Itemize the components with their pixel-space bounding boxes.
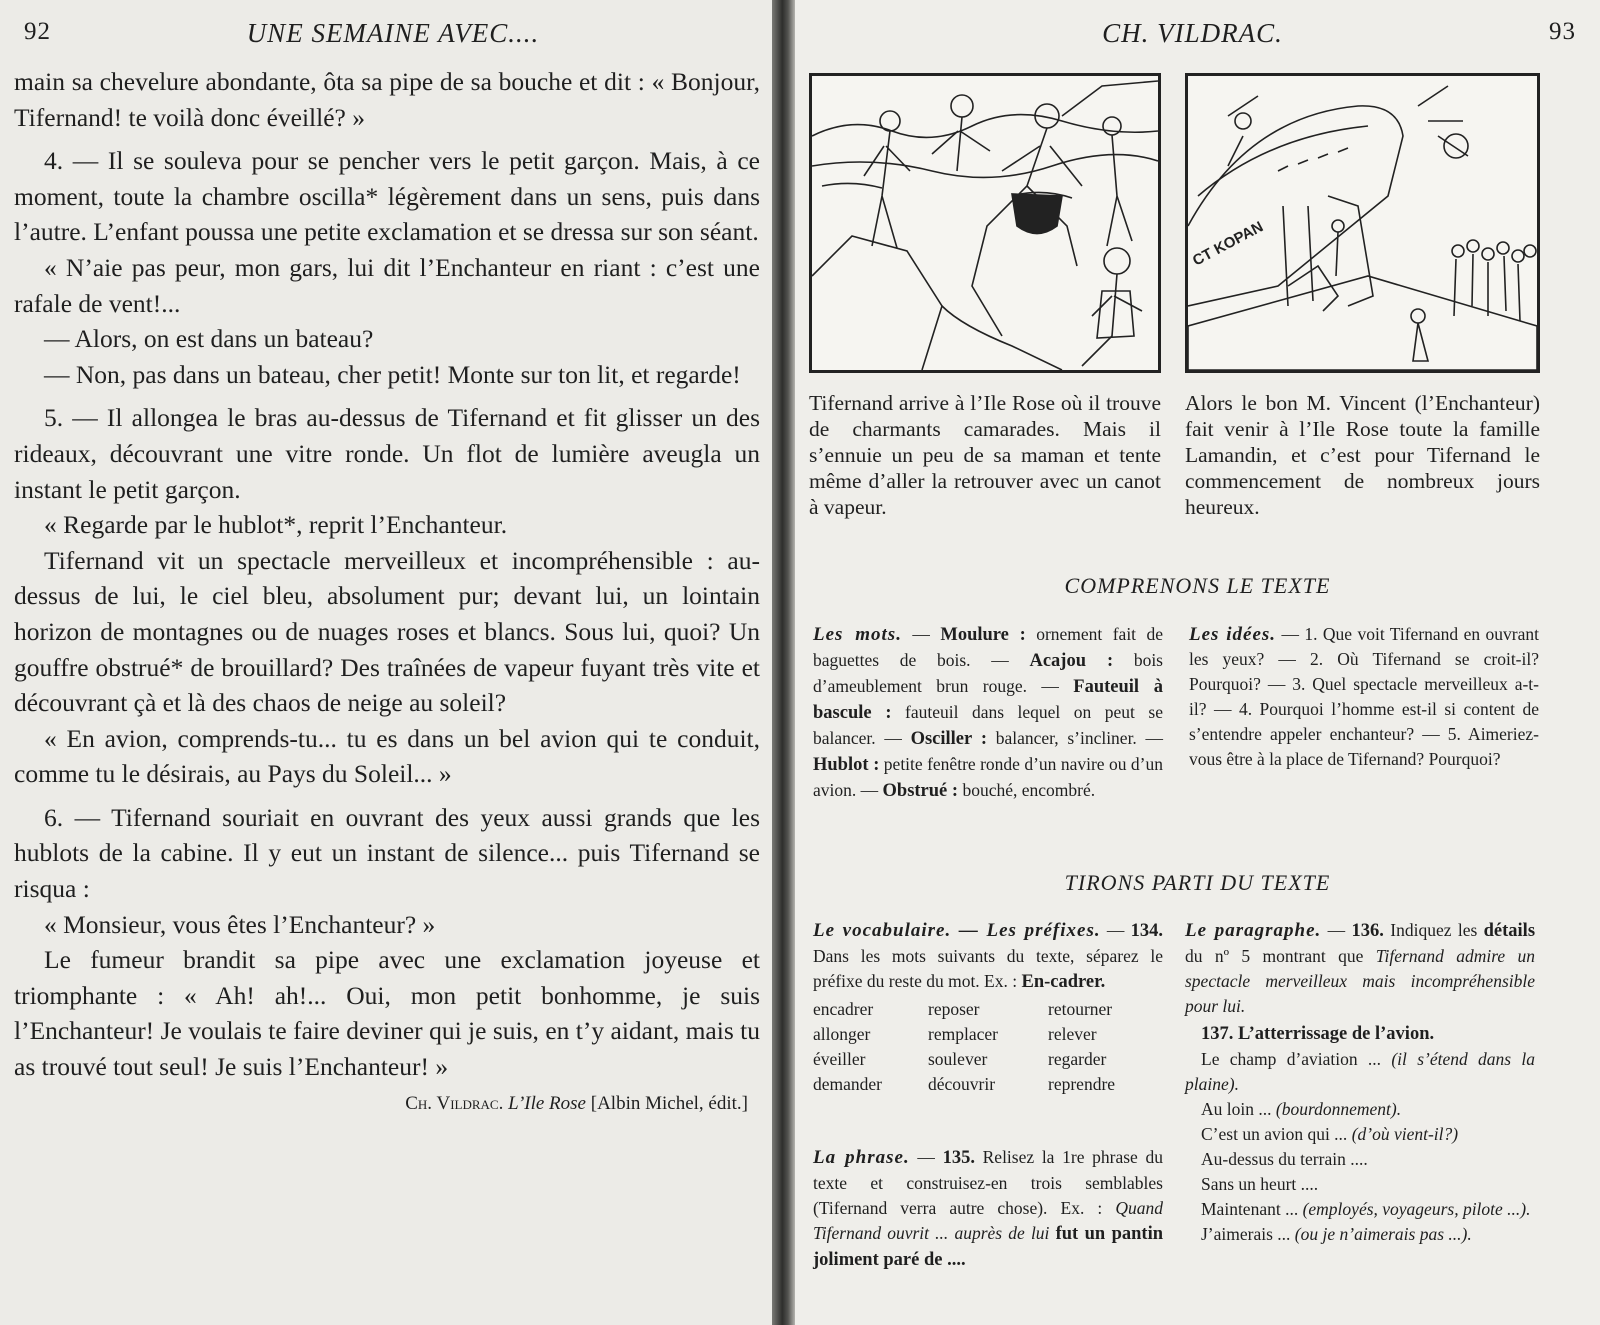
left-header [14, 12, 772, 64]
comprehension-questions [1189, 622, 1539, 772]
definition: bois d’ameublement brun rouge. [813, 650, 1163, 696]
citation-author: Ch. Vildrac. [405, 1092, 504, 1114]
exercise-example-end: fut un pantin joliment paré de .... [813, 1224, 1164, 1270]
term: Osciller : [910, 729, 987, 749]
block-title: Les mots. [813, 624, 902, 645]
term: Obstrué : [882, 781, 959, 801]
right-header [809, 12, 1576, 64]
airplane-scene-drawing [1188, 76, 1537, 370]
exercise-text: du nº 5 montrant que [1185, 946, 1364, 966]
block-title: Le paragraphe. [1185, 920, 1322, 941]
prompt: Au-dessus du terrain .... [1201, 1149, 1368, 1169]
exercise-text: Tifernand admire un spectacle merveilleux mais incompréhensible pour lui. [1185, 946, 1535, 1016]
questions-text: — 1. Que voit Tifernand en ouvrant les yeux? — 2. Où Tifernand se croit-il? Pourquoi? — 3. Quel spectacle merveilleux a-t-il? — 4. Pourquoi l’homme est-il si content de s’entendre appeler enchanteur? — 5. Aimeriez-vous être à la place de Tifernand? Pourquoi? [1189, 624, 1539, 769]
definition: fauteuil dans lequel on peut se balancer. [813, 702, 1163, 748]
list-item: remplacer [928, 1024, 998, 1044]
definition: petite fenêtre ronde d’un navire ou d’un avion. [813, 754, 1164, 800]
exercise-text: Dans les mots suivants du texte, séparez le préfixe du reste du mot. Ex. : [813, 946, 1163, 991]
left-page [0, 0, 772, 1325]
exercise-137 [1185, 1021, 1535, 1247]
prompt: C’est un avion qui ... [1201, 1124, 1348, 1144]
list-item: regarder [1048, 1049, 1107, 1069]
book-gutter [772, 0, 795, 1325]
block-title: Le vocabulaire. — Les préfixes. [813, 920, 1101, 941]
prompt: J’aimerais ... [1201, 1224, 1291, 1244]
running-title: UNE SEMAINE AVEC.... [246, 18, 540, 48]
list-item: soulever [928, 1049, 988, 1069]
list-item: éveiller [813, 1049, 866, 1069]
paragraph: « Monsieur, vous êtes l’Enchanteur? » [44, 909, 436, 939]
plane-label: CT KOPAN [1189, 218, 1267, 270]
paragraph: « N’aie pas peur, mon gars, lui dit l’Enchanteur en riant : c’est une rafale de vent!... [14, 252, 760, 318]
hint: (il s’étend dans la plaine). [1185, 1049, 1535, 1094]
paragraph: main sa chevelure abondante, ôta sa pipe de sa bouche et dit : « Bonjour, Tifernand! te voilà donc éveillé? » [14, 67, 760, 132]
paragraph: — Non, pas dans un bateau, cher petit! Monte sur ton lit, et regarde! [44, 359, 741, 389]
hint: (ou je n’aimerais pas ...). [1294, 1224, 1472, 1244]
list-item: retourner [1048, 999, 1113, 1019]
prompt: Le champ d’aviation ... [1201, 1049, 1382, 1069]
exercise-keyword: détails [1483, 921, 1536, 941]
exercise-134: Le vocabulaire. — Les préfixes. — 134. Dans les mots suivants du texte, séparez le préfixe du reste du mot. Ex. : En-cadrer. encadrer reposer retourner allonger remplacer relever éveiller soulever regarder demander découvrir reprendre [813, 918, 1163, 1097]
exercise-number: 134. [1130, 921, 1163, 941]
exercise-number: 135. [942, 1148, 975, 1168]
beach-scene-drawing [812, 76, 1158, 370]
definition: bouché, encombré. [962, 780, 1096, 800]
term: Moulure : [940, 625, 1026, 645]
list-item: relever [1048, 1024, 1097, 1044]
hint: (d’où vient-il?) [1351, 1124, 1459, 1144]
block-title: La phrase. [813, 1147, 910, 1168]
vocabulary-definitions: Les mots. — Moulure : ornement fait de baguettes de bois. — Acajou : bois d’ameublement brun rouge. — Fauteuil à bascule : fauteuil dans lequel on peut se balancer. — Osciller : balancer, s’incliner. — Hublot : petite fenêtre ronde d’un navire ou d’un avion. — Obstrué : bouché, encombré. [813, 624, 1164, 801]
paragraph: Le fumeur brandit sa pipe avec une exclamation joyeuse et triomphante : « Ah! ah!... Oui, mon petit bonhomme, je suis l’Enchanteur! Je voulais te faire deviner qui je suis, en t’y aidant, mais tu as trouvé tout seul! Je suis l’Enchanteur! » [14, 945, 760, 1082]
paragraph: — Alors, on est dans un bateau? [44, 324, 374, 354]
term: Fauteuil à bascule : [813, 677, 1163, 723]
paragraph: 4. — Il se souleva pour se pencher vers le petit garçon. Mais, à ce moment, toute la chambre oscilla* légèrement dans un sens, puis dans l’autre. L’enfant poussa une petite exclamation et se dressa sur son séant. [14, 146, 760, 247]
paragraph: Tifernand vit un spectacle merveilleux et incompréhensible : au-dessus de lui, le ciel bleu, absolument pur; devant lui, un lointain horizon de montagnes ou de nuages roses et blancs. Sous lui, quoi? Un gouffre obstrué* de brouillard? Des traînées de vapeur fuyant très vite et découvrant çà et là des chaos de neige au soleil? [14, 545, 760, 718]
prompt: Au loin ... [1201, 1099, 1272, 1119]
list-item: reposer [928, 999, 980, 1019]
paragraph: « Regarde par le hublot*, reprit l’Enchanteur. [44, 510, 508, 540]
exercise-text: Indiquez les [1390, 920, 1478, 940]
exercise-136: Le paragraphe. — 136. Indiquez les détails du nº 5 montrant que Tifernand admire un spectacle merveilleux mais incompréhensible pour lui. 137. L’atterrissage de l’avion. Le champ d’aviation ... (il s’étend dans la plaine). Au loin ... (bourdonnement). C’est un avion qui ... (d’où vient-il?) Au-dessus du terrain .... Sans un heurt .... Maintenant ... (employés, voyageurs, pilote ...). J’aimerais ... (ou je n’aimerais pas ...). [1185, 918, 1535, 1247]
page-number: 93 [1549, 18, 1576, 45]
prompt: Sans un heurt .... [1201, 1174, 1319, 1194]
prompt: Maintenant ... [1201, 1199, 1299, 1219]
hint: (employés, voyageurs, pilote ...). [1302, 1199, 1531, 1219]
paragraph: « En avion, comprends-tu... tu es dans un bel avion qui te conduit, comme tu le désirais, au Pays du Soleil... » [14, 723, 760, 789]
exercise-example: En-cadrer. [1021, 972, 1106, 992]
running-title: CH. VILDRAC. [1102, 18, 1283, 48]
story-text [14, 64, 772, 1085]
paragraph: 5. — Il allongea le bras au-dessus de Tifernand et fit glisser un des rideaux, découvrant une vitre ronde. Un flot de lumière aveugla un instant le petit garçon. [14, 403, 760, 504]
citation-publisher: [Albin Michel, édit.] [590, 1092, 748, 1114]
exercise-text: Relisez la 1re phrase du texte et construisez-en trois semblables (Tifernand verra autre chose). Ex. : [813, 1147, 1163, 1218]
right-page [795, 0, 1600, 1325]
block-title: Les idées. [1189, 624, 1277, 645]
illustration-beach [809, 73, 1161, 373]
paragraph: 6. — Tifernand souriait en ouvrant des yeux aussi grands que les hublots de la cabine. Il y eut un instant de silence... puis Tifernand se risqua : [14, 802, 760, 904]
term: Hublot : [813, 755, 880, 775]
word-list [813, 997, 1163, 1097]
citation-work: L’Ile Rose [508, 1092, 586, 1114]
exercise-example: Quand Tifernand ouvrit ... auprès de lui [813, 1198, 1164, 1243]
list-item: reprendre [1048, 1074, 1116, 1094]
illustration-caption: Tifernand arrive à l’Ile Rose où il trouve de charmants camarades. Mais il s’ennuie un peu de sa maman et tente même d’aller la retrouver avec un canot à vapeur. [809, 391, 1161, 519]
illustration-caption: Alors le bon M. Vincent (l’Enchanteur) fait venir à l’Ile Rose toute la famille Lamandin, et c’est pour Tifernand le commencement de nombreux jours heureux. [1185, 391, 1540, 519]
exercise-number: 136. [1351, 921, 1384, 941]
illustration-airplane [1185, 73, 1540, 373]
list-item: découvrir [928, 1074, 996, 1094]
definition: balancer, s’incliner. [995, 728, 1137, 748]
list-item: encadrer [813, 999, 874, 1019]
definition: ornement fait de baguettes de bois. [813, 624, 1163, 670]
term: Acajou : [1029, 651, 1114, 671]
list-item: allonger [813, 1024, 871, 1044]
list-item: demander [813, 1074, 882, 1094]
citation [14, 1093, 772, 1115]
exercise-135: La phrase. — 135. Relisez la 1re phrase du texte et construisez-en trois semblables (Tifernand verra autre chose). Ex. : Quand Tifernand ouvrit ... auprès de lui fut un pantin joliment paré de .... [813, 1147, 1164, 1270]
hint: (bourdonnement). [1275, 1099, 1402, 1119]
section-title: TIRONS PARTI DU TEXTE [1064, 870, 1331, 895]
exercise-title: 137. L’atterrissage de l’avion. [1201, 1024, 1435, 1044]
section-title: COMPRENONS LE TEXTE [1064, 573, 1331, 598]
page-number: 92 [24, 18, 51, 45]
